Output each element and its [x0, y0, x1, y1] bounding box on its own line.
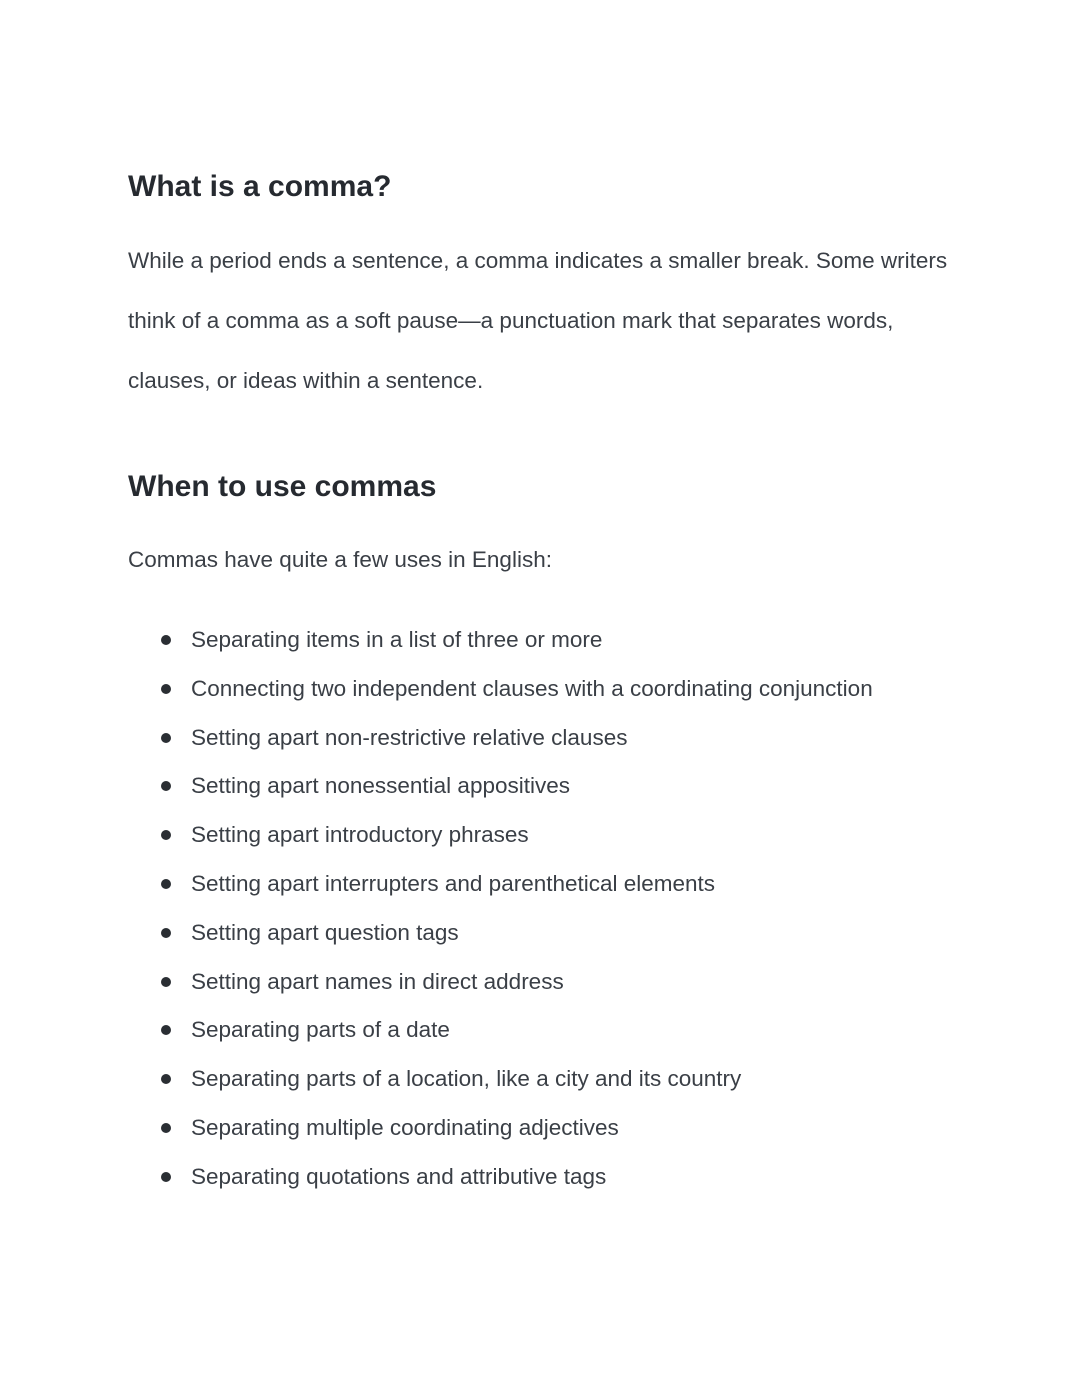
list-item [128, 616, 968, 665]
bullet-icon [161, 830, 171, 840]
list-item-text: Setting apart introductory phrases [191, 822, 529, 848]
list-item-text: Separating parts of a date [191, 1017, 450, 1043]
list-item [128, 811, 968, 860]
list-item [128, 762, 968, 811]
list-item-text: Separating parts of a location, like a city and its country [191, 1066, 742, 1092]
bullet-icon [161, 733, 171, 743]
list-item [128, 1055, 968, 1104]
list-item [128, 1006, 968, 1055]
comma-uses-intro: Commas have quite a few uses in English: [128, 547, 552, 572]
list-item [128, 860, 968, 909]
bullet-icon [161, 635, 171, 645]
list-item [128, 714, 968, 763]
bullet-icon [161, 1074, 171, 1084]
heading-what-is-a-comma: What is a comma? [128, 170, 392, 203]
comma-definition-paragraph: While a period ends a sentence, a comma indicates a smaller break. Some writers think of a comma as a soft pause—a punctuation mark that separates words, clauses, or ideas within a sentence. [128, 248, 948, 393]
list-item-text: Setting apart nonessential appositives [191, 773, 570, 799]
list-item-text: Setting apart question tags [191, 919, 459, 945]
list-item-text: Separating quotations and attributive tags [191, 1163, 607, 1189]
bullet-icon [161, 1025, 171, 1035]
comma-uses-list [128, 616, 968, 1202]
list-item [128, 958, 968, 1007]
list-item [128, 665, 968, 714]
bullet-icon [161, 928, 171, 938]
list-item-text: Connecting two independent clauses with a coordinating conjunction [191, 675, 873, 701]
list-item [128, 909, 968, 958]
bullet-icon [161, 684, 171, 694]
list-item [128, 1153, 968, 1202]
list-item-text: Separating items in a list of three or more [191, 627, 603, 652]
list-item-text: Setting apart non-restrictive relative clauses [191, 724, 628, 750]
list-item-text: Setting apart names in direct address [191, 968, 564, 994]
bullet-icon [161, 1123, 171, 1133]
bullet-icon [161, 781, 171, 791]
list-item-text: Separating multiple coordinating adjectives [191, 1114, 619, 1140]
bullet-icon [161, 879, 171, 889]
bullet-icon [161, 977, 171, 987]
list-item [128, 1104, 968, 1153]
bullet-icon [161, 1172, 171, 1182]
list-item-text: Setting apart interrupters and parenthetical elements [191, 870, 716, 896]
heading-when-to-use-commas: When to use commas [128, 470, 437, 503]
